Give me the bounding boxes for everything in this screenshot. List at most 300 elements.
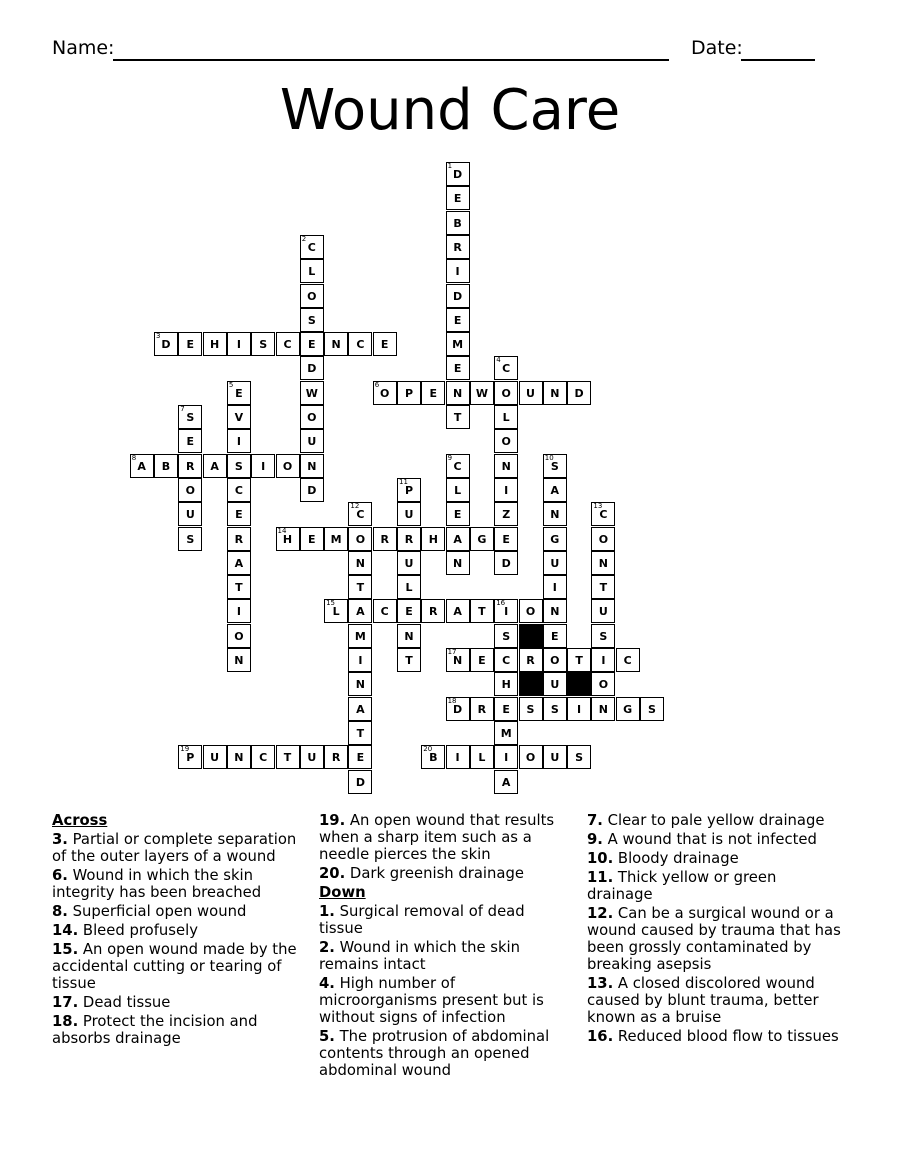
crossword-cell[interactable] [494, 745, 518, 769]
crossword-cell[interactable] [227, 648, 251, 672]
crossword-cell[interactable] [519, 599, 543, 623]
crossword-cell[interactable] [470, 381, 494, 405]
crossword-cell[interactable] [543, 551, 567, 575]
crossword-cell[interactable] [543, 478, 567, 502]
cell-letter: O [525, 751, 536, 765]
clue-item [52, 922, 308, 939]
black-cell [519, 672, 543, 696]
cell-letter: A [550, 483, 560, 497]
crossword-cell[interactable] [519, 381, 543, 405]
crossword-cell[interactable] [373, 332, 397, 356]
clue-item [52, 941, 308, 992]
crossword-cell[interactable] [616, 648, 640, 672]
crossword-cell[interactable] [348, 697, 372, 721]
crossword-cell[interactable] [494, 624, 518, 648]
cell-letter: H [282, 532, 293, 546]
cell-letter: S [550, 459, 559, 473]
crossword-cell[interactable] [373, 527, 397, 551]
crossword-cell[interactable] [470, 527, 494, 551]
crossword-cell[interactable] [251, 332, 275, 356]
crossword-cell[interactable] [300, 429, 324, 453]
cell-letter: P [404, 386, 414, 400]
cell-letter: O [380, 386, 390, 400]
cell-letter: O [550, 654, 560, 667]
cell-letter: C [356, 508, 365, 522]
clue-number: 11 [399, 477, 408, 486]
cell-letter: I [236, 338, 241, 352]
clue-item-number: 13. [587, 975, 614, 992]
cell-letter: D [453, 289, 463, 303]
crossword-cell[interactable] [591, 502, 615, 526]
crossword-cell[interactable] [421, 527, 445, 551]
crossword-cell[interactable] [470, 745, 494, 769]
crossword-cell[interactable] [446, 551, 470, 575]
cell-letter: A [501, 775, 511, 789]
crossword-cell[interactable] [446, 502, 470, 526]
crossword-cell[interactable] [591, 527, 615, 551]
crossword-cell[interactable] [373, 381, 397, 405]
cell-letter: S [502, 629, 511, 643]
crossword-cell[interactable] [397, 381, 421, 405]
crossword-cell[interactable] [494, 697, 518, 721]
cell-letter: S [648, 702, 656, 716]
crossword-cell[interactable] [591, 624, 615, 648]
crossword-cell[interactable] [227, 429, 251, 453]
clue-item [319, 975, 571, 1026]
crossword-cell[interactable] [324, 332, 348, 356]
clue-item-number: 9. [587, 831, 603, 848]
crossword-cell[interactable] [470, 648, 494, 672]
cell-letter: L [405, 581, 413, 595]
cell-letter: N [501, 459, 511, 473]
crossword-cell[interactable] [494, 429, 518, 453]
clue-item-number: 20. [319, 865, 346, 882]
clue-item [587, 812, 843, 829]
crossword-cell[interactable] [178, 332, 202, 356]
crossword-cell[interactable] [446, 162, 470, 186]
crossword-cell[interactable] [300, 745, 324, 769]
crossword-cell[interactable] [227, 332, 251, 356]
crossword-cell[interactable] [543, 527, 567, 551]
cell-letter: E [502, 532, 510, 546]
crossword-cell[interactable] [640, 697, 664, 721]
cell-letter: I [552, 581, 557, 595]
crossword-cell[interactable] [446, 308, 470, 332]
crossword-cell[interactable] [227, 381, 251, 405]
clue-item-number: 3. [52, 831, 68, 848]
cell-letter: U [185, 508, 195, 522]
clue-item-text: Superficial open wound [67, 903, 247, 920]
crossword-cell[interactable] [227, 454, 251, 478]
clue-item-text: Thick yellow or green drainage [587, 869, 777, 903]
clue-item [319, 903, 571, 937]
clue-item-number: 17. [52, 994, 79, 1011]
crossword-cell[interactable] [543, 697, 567, 721]
clue-item [587, 831, 843, 848]
cell-letter: D [453, 702, 463, 716]
crossword-cell[interactable] [494, 502, 518, 526]
cell-letter: A [453, 605, 462, 619]
crossword-cell[interactable] [348, 502, 372, 526]
cell-letter: U [550, 556, 560, 570]
crossword-cell[interactable] [373, 599, 397, 623]
crossword-cell[interactable] [300, 356, 324, 380]
crossword-cell[interactable] [421, 599, 445, 623]
name-label: Name: [52, 37, 115, 59]
crossword-cell[interactable] [446, 599, 470, 623]
crossword-cell[interactable] [348, 624, 372, 648]
cell-letter: T [405, 654, 413, 667]
clue-item [52, 867, 308, 901]
crossword-cell[interactable] [397, 648, 421, 672]
crossword-cell[interactable] [446, 259, 470, 283]
crossword-cell[interactable] [446, 454, 470, 478]
cell-letter: O [307, 411, 317, 424]
crossword-cell[interactable] [446, 405, 470, 429]
crossword-cell[interactable] [178, 429, 202, 453]
crossword-cell[interactable] [543, 672, 567, 696]
clue-item-number: 6. [52, 867, 68, 884]
clue-item-text: Surgical removal of dead tissue [319, 903, 525, 937]
crossword-cell[interactable] [227, 478, 251, 502]
crossword-cell[interactable] [397, 478, 421, 502]
clue-item [587, 1028, 843, 1045]
cell-letter: N [355, 556, 365, 570]
crossword-cell[interactable] [591, 575, 615, 599]
crossword-cell[interactable] [300, 405, 324, 429]
cell-letter: N [452, 654, 463, 667]
clue-item [587, 850, 843, 867]
cell-letter: T [283, 751, 292, 765]
cell-letter: U [210, 751, 220, 765]
crossword-cell[interactable] [276, 454, 300, 478]
cell-letter: R [453, 240, 462, 254]
crossword-cell[interactable] [543, 624, 567, 648]
clue-item-number: 4. [319, 975, 335, 992]
crossword-cell[interactable] [591, 648, 615, 672]
cell-letter: I [577, 702, 582, 716]
cell-letter: N [598, 556, 608, 570]
crossword-cell[interactable] [446, 527, 470, 551]
cell-letter: S [599, 629, 608, 643]
crossword-cell[interactable] [203, 332, 227, 356]
cell-letter: S [186, 532, 195, 546]
cell-letter: C [380, 605, 389, 619]
crossword-cell[interactable] [251, 745, 275, 769]
clue-item [319, 812, 571, 863]
cell-letter: S [575, 751, 584, 765]
cell-letter: S [186, 411, 195, 424]
clue-number: 8 [131, 453, 137, 462]
crossword-cell[interactable] [494, 672, 518, 696]
cell-letter: M [452, 338, 464, 352]
crossword-cell[interactable] [591, 551, 615, 575]
crossword-cell[interactable] [203, 454, 227, 478]
crossword-cell[interactable] [276, 745, 300, 769]
crossword-cell[interactable] [227, 745, 251, 769]
black-cell [519, 624, 543, 648]
crossword-cell[interactable] [470, 697, 494, 721]
crossword-cell[interactable] [543, 648, 567, 672]
cell-letter: R [429, 605, 438, 619]
crossword-cell[interactable] [348, 527, 372, 551]
clue-item-number: 1. [319, 903, 335, 920]
cell-letter: L [454, 483, 462, 497]
date-label: Date: [691, 37, 743, 59]
clue-heading: Down [319, 884, 366, 901]
crossword-cell[interactable] [178, 405, 202, 429]
crossword-cell[interactable] [397, 575, 421, 599]
crossword-cell[interactable] [567, 697, 591, 721]
crossword-cell[interactable] [616, 697, 640, 721]
cell-letter: O [185, 483, 195, 497]
clue-item [52, 1013, 308, 1047]
crossword-cell[interactable] [519, 745, 543, 769]
crossword-cell[interactable] [494, 599, 518, 623]
crossword-cell[interactable] [130, 454, 154, 478]
cell-letter: E [186, 338, 195, 352]
crossword-cell[interactable] [348, 599, 372, 623]
crossword-cell[interactable] [348, 575, 372, 599]
crossword-cell[interactable] [494, 478, 518, 502]
crossword-cell[interactable] [446, 648, 470, 672]
crossword-cell[interactable] [300, 284, 324, 308]
crossword-cell[interactable] [567, 381, 591, 405]
crossword-cell[interactable] [494, 454, 518, 478]
clue-item [319, 865, 571, 882]
crossword-cell[interactable] [591, 672, 615, 696]
crossword-cell[interactable] [494, 551, 518, 575]
crossword-cell[interactable] [178, 454, 202, 478]
cell-letter: U [550, 751, 560, 765]
crossword-cell[interactable] [494, 648, 518, 672]
cell-letter: E [502, 702, 510, 716]
cell-letter: D [355, 775, 365, 789]
crossword-cell[interactable] [543, 745, 567, 769]
cell-letter: D [307, 362, 317, 376]
crossword-cell[interactable] [543, 454, 567, 478]
cell-letter: Z [502, 508, 511, 522]
crossword-cell[interactable] [591, 697, 615, 721]
cell-letter: I [236, 605, 241, 619]
crossword-cell[interactable] [276, 332, 300, 356]
crossword-cell[interactable] [251, 454, 275, 478]
crossword-cell[interactable] [421, 381, 445, 405]
crossword-cell[interactable] [227, 405, 251, 429]
crossword-cell[interactable] [227, 575, 251, 599]
cell-letter: M [330, 532, 342, 546]
crossword-cell[interactable] [300, 454, 324, 478]
crossword-cell[interactable] [178, 502, 202, 526]
crossword-cell[interactable] [446, 356, 470, 380]
crossword-cell[interactable] [324, 527, 348, 551]
clues-column-1 [52, 812, 308, 1049]
crossword-cell[interactable] [324, 599, 348, 623]
crossword-cell[interactable] [397, 599, 421, 623]
clue-number: 18 [447, 696, 457, 705]
crossword-cell[interactable] [519, 697, 543, 721]
crossword-cell[interactable] [300, 527, 324, 551]
crossword-cell[interactable] [300, 308, 324, 332]
clue-number: 9 [447, 453, 453, 462]
crossword-cell[interactable] [227, 527, 251, 551]
clue-item [52, 831, 308, 865]
cell-letter: N [452, 556, 463, 570]
crossword-cell[interactable] [494, 721, 518, 745]
cell-letter: R [234, 532, 244, 546]
cell-letter: W [305, 386, 318, 400]
clue-number: 4 [496, 356, 501, 365]
cell-letter: A [234, 556, 244, 570]
cell-letter: O [598, 532, 609, 546]
crossword-cell[interactable] [348, 745, 372, 769]
crossword-cell[interactable] [543, 502, 567, 526]
cell-letter: O [307, 289, 317, 303]
crossword-cell[interactable] [494, 381, 518, 405]
crossword-cell[interactable] [446, 284, 470, 308]
crossword-cell[interactable] [397, 551, 421, 575]
crossword-cell[interactable] [227, 599, 251, 623]
crossword-cell[interactable] [494, 527, 518, 551]
crossword-cell[interactable] [276, 527, 300, 551]
crossword-cell[interactable] [300, 381, 324, 405]
cell-letter: E [551, 629, 559, 643]
crossword-cell[interactable] [227, 551, 251, 575]
crossword-cell[interactable] [397, 527, 421, 551]
cell-letter: A [453, 532, 462, 546]
cell-letter: S [259, 338, 268, 352]
crossword-cell[interactable] [446, 186, 470, 210]
crossword-cell[interactable] [227, 502, 251, 526]
cell-letter: M [354, 629, 366, 643]
cell-letter: N [331, 338, 341, 352]
cell-letter: I [236, 435, 241, 449]
cell-letter: A [356, 605, 365, 619]
crossword-cell[interactable] [446, 697, 470, 721]
crossword-cell[interactable] [494, 405, 518, 429]
cell-letter: U [550, 678, 560, 692]
crossword-cell[interactable] [519, 648, 543, 672]
cell-letter: S [307, 313, 316, 327]
clue-number: 2 [301, 234, 307, 243]
crossword-cell[interactable] [397, 624, 421, 648]
cell-letter: E [429, 386, 438, 400]
cell-letter: I [504, 605, 509, 619]
cell-letter: E [380, 338, 389, 352]
crossword-cell[interactable] [567, 745, 591, 769]
crossword-cell[interactable] [446, 381, 470, 405]
clue-number: 14 [277, 526, 287, 535]
crossword-cell[interactable] [494, 770, 518, 794]
crossword-cell[interactable] [300, 259, 324, 283]
crossword-cell[interactable] [567, 648, 591, 672]
crossword-cell[interactable] [446, 211, 470, 235]
crossword-cell[interactable] [203, 745, 227, 769]
crossword-cell[interactable] [421, 745, 445, 769]
cell-letter: N [452, 386, 463, 400]
crossword-cell[interactable] [348, 551, 372, 575]
cell-letter: E [478, 654, 486, 667]
cell-letter: C [623, 654, 632, 667]
crossword-cell[interactable] [591, 599, 615, 623]
crossword-cell[interactable] [348, 721, 372, 745]
crossword-cell[interactable] [348, 332, 372, 356]
crossword-cell[interactable] [300, 235, 324, 259]
crossword-cell[interactable] [300, 478, 324, 502]
cell-letter: B [429, 751, 438, 765]
crossword-cell[interactable] [178, 745, 202, 769]
cell-letter: G [550, 532, 560, 546]
cell-letter: H [501, 678, 511, 692]
cell-letter: O [525, 605, 536, 619]
cell-letter: N [550, 386, 560, 400]
crossword-cell[interactable] [446, 478, 470, 502]
crossword-cell[interactable] [324, 745, 348, 769]
crossword-cell[interactable] [494, 356, 518, 380]
crossword-cell[interactable] [543, 599, 567, 623]
clue-item-number: 15. [52, 941, 79, 958]
crossword-cell[interactable] [178, 527, 202, 551]
crossword-cell[interactable] [300, 332, 324, 356]
crossword-cell[interactable] [348, 648, 372, 672]
clue-number: 6 [374, 380, 380, 389]
clue-number: 10 [544, 453, 554, 462]
clue-number: 13 [593, 502, 603, 511]
cell-letter: N [404, 629, 414, 643]
crossword-cell[interactable] [446, 332, 470, 356]
cell-letter: E [453, 313, 462, 327]
cell-letter: R [404, 532, 414, 546]
cell-letter: R [477, 702, 487, 716]
cell-letter: I [358, 654, 363, 667]
crossword-cell[interactable] [154, 454, 178, 478]
clue-item-number: 8. [52, 903, 68, 920]
crossword-cell[interactable] [446, 235, 470, 259]
cell-letter: E [308, 338, 316, 352]
crossword-cell[interactable] [178, 478, 202, 502]
cell-letter: E [405, 605, 413, 619]
clue-item-text: Dead tissue [78, 994, 171, 1011]
crossword-cell[interactable] [348, 770, 372, 794]
clue-item [52, 994, 308, 1011]
cell-letter: B [161, 459, 171, 473]
clue-item-number: 12. [587, 905, 614, 922]
crossword-cell[interactable] [543, 381, 567, 405]
crossword-cell[interactable] [227, 624, 251, 648]
crossword-cell[interactable] [446, 745, 470, 769]
crossword-cell[interactable] [470, 599, 494, 623]
cell-letter: N [550, 508, 560, 522]
crossword-cell[interactable] [154, 332, 178, 356]
cell-letter: I [261, 459, 266, 473]
cell-letter: E [308, 532, 316, 546]
crossword-cell[interactable] [543, 575, 567, 599]
cell-letter: B [453, 216, 462, 230]
clue-item-number: 16. [587, 1028, 614, 1045]
cell-letter: G [477, 532, 487, 546]
clue-item [587, 975, 843, 1026]
clue-item-number: 11. [587, 869, 614, 886]
clue-number: 16 [496, 599, 506, 608]
cell-letter: E [186, 435, 195, 449]
cell-letter: H [209, 338, 220, 352]
cell-letter: S [550, 702, 559, 716]
cell-letter: N [307, 459, 317, 473]
cell-letter: V [234, 411, 244, 424]
clue-number: 3 [156, 332, 161, 341]
crossword-cell[interactable] [397, 502, 421, 526]
crossword-cell[interactable] [348, 672, 372, 696]
